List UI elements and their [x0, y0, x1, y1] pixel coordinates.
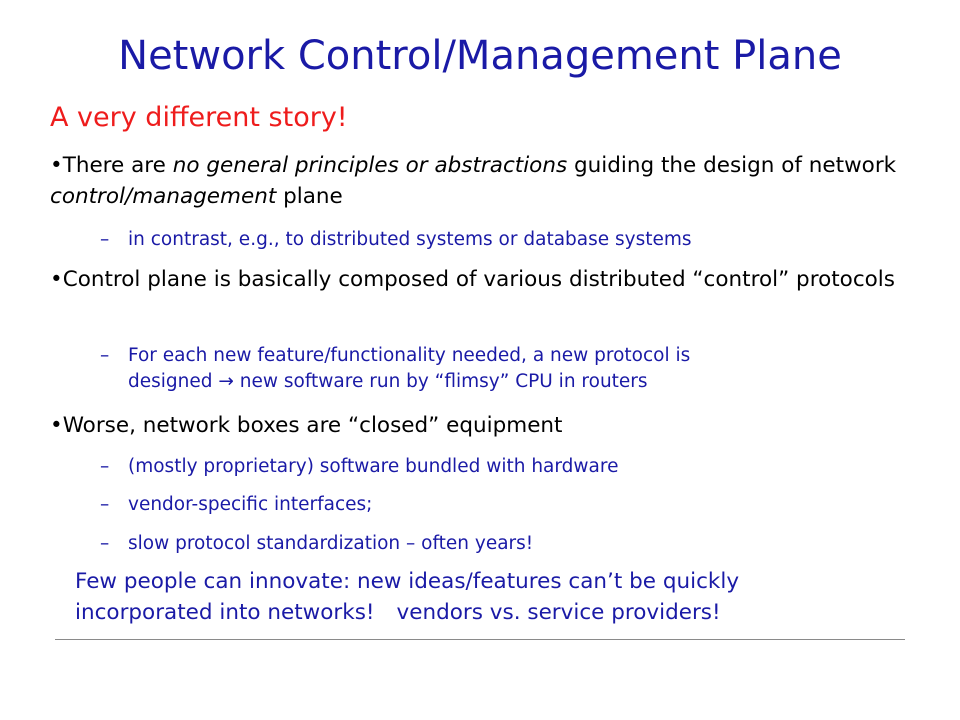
sub-bullet-text-line2	[128, 369, 648, 395]
sub-bullet-text: slow protocol standardization – often years!	[128, 533, 534, 554]
dash-marker: –	[100, 456, 110, 477]
bullet-principles	[50, 150, 920, 212]
note-line-1: Few people can innovate: new ideas/features can’t be quickly	[75, 569, 740, 594]
arrow-right-icon: →	[218, 371, 234, 392]
note-text: incorporated into networks!	[75, 600, 375, 625]
note-line-2	[75, 597, 915, 628]
note-text: vendors vs. service providers!	[396, 600, 721, 625]
slide-title: Network Control/Management Plane	[118, 33, 842, 79]
bullet-text: Worse, network boxes are “closed” equipment	[62, 413, 563, 438]
dash-marker: –	[100, 533, 110, 554]
sub-bullet-text: (mostly proprietary) software bundled with hardware	[128, 456, 619, 477]
divider-line	[55, 639, 905, 640]
dash-marker: –	[100, 345, 110, 366]
bullet-control-plane	[50, 264, 920, 295]
sub-bullet-text: vendor-specific interfaces;	[128, 494, 373, 515]
sub-bullet-new-protocol	[100, 343, 900, 395]
bullet-marker: •	[50, 413, 63, 438]
slide-subtitle: A very different story!	[50, 102, 348, 133]
dash-marker: –	[100, 229, 110, 250]
sub-bullet-text: For each new feature/functionality needed, a new protocol is	[128, 345, 691, 366]
bullet-text-part: plane	[276, 184, 343, 209]
closing-note	[75, 566, 915, 628]
sub-bullet-text: new software run by “flimsy” CPU in routers	[233, 371, 648, 392]
bullet-marker: •	[50, 267, 63, 292]
bullet-text-part: There are	[62, 153, 173, 178]
bullet-closed-boxes	[50, 410, 920, 441]
bullet-marker: •	[50, 153, 63, 178]
bullet-emphasis: control/management	[50, 184, 277, 209]
bullet-text-part: guiding the design of network	[567, 153, 897, 178]
sub-bullet-text: designed	[128, 371, 219, 392]
dash-marker: –	[100, 494, 110, 515]
bullet-emphasis: no general principles or abstractions	[172, 153, 568, 178]
bullet-text: Control plane is basically composed of various distributed “control” protocols	[62, 267, 895, 292]
sub-bullet-text: in contrast, e.g., to distributed systems or database systems	[128, 229, 692, 250]
